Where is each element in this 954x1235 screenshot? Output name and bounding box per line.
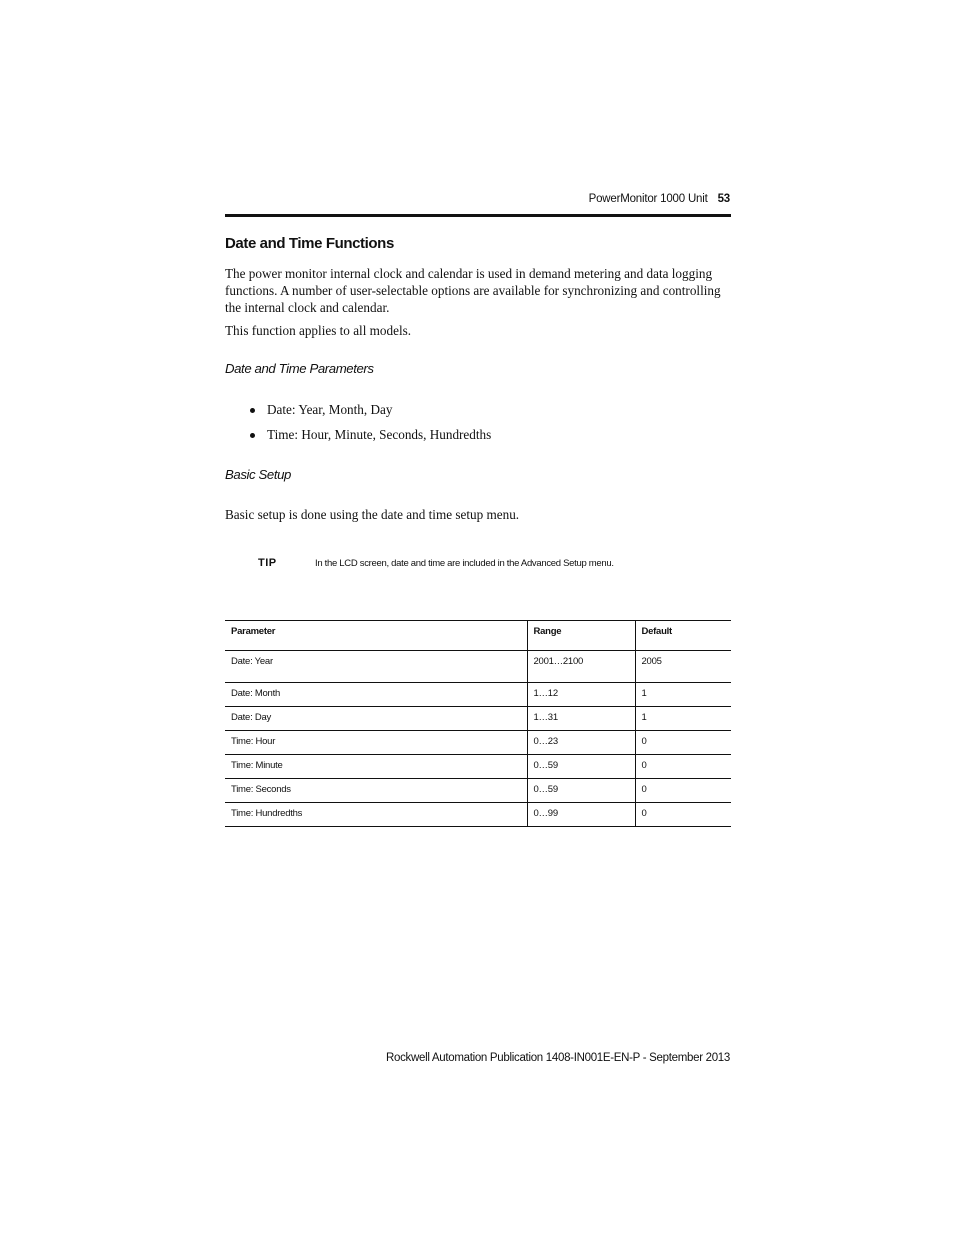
- intro-paragraph: The power monitor internal clock and calendar is used in demand metering and data logging functions. A number of user-selectable options are available for synchronizing and controlling the internal clock and calendar.: [225, 266, 721, 316]
- list-item: Time: Hour, Minute, Seconds, Hundredths: [248, 427, 491, 452]
- parameters-heading: Date and Time Parameters: [225, 361, 374, 376]
- table-cell: Date: Month: [225, 683, 527, 707]
- table-cell: Date: Day: [225, 707, 527, 731]
- table-cell: 0: [635, 779, 731, 803]
- table-row: [225, 683, 731, 707]
- applies-paragraph: This function applies to all models.: [225, 323, 412, 338]
- tip-label: TIP: [258, 557, 277, 569]
- table-cell: 0: [635, 731, 731, 755]
- table-header-row: [225, 621, 731, 651]
- table-cell: Date: Year: [231, 656, 273, 667]
- header-title: PowerMonitor 1000 Unit: [588, 193, 708, 205]
- list-item: Date: Year, Month, Day: [248, 402, 491, 427]
- table-cell: 1: [635, 707, 731, 731]
- table-cell: 0…59: [527, 779, 635, 803]
- basic-setup-paragraph: Basic setup is done using the date and time setup menu.: [225, 507, 520, 522]
- tip-text: In the LCD screen, date and time are included in the Advanced Setup menu.: [315, 558, 614, 569]
- table-cell: 0…59: [527, 755, 635, 779]
- table-cell: Time: Minute: [225, 755, 527, 779]
- header-rule: [225, 214, 731, 217]
- table-cell: 0: [635, 803, 731, 827]
- table-cell: 1…31: [527, 707, 635, 731]
- table-cell: Time: Hundredths: [225, 803, 527, 827]
- table-row: [225, 731, 731, 755]
- table-cell: 1…12: [527, 683, 635, 707]
- page-header: [225, 193, 730, 205]
- section-title: Date and Time Functions: [225, 235, 394, 252]
- table-cell: 1: [635, 683, 731, 707]
- column-header: Range: [527, 621, 635, 651]
- parameters-list: [248, 402, 491, 452]
- table-cell: 0…99: [527, 803, 635, 827]
- table-cell: 0: [635, 755, 731, 779]
- table-row: [225, 755, 731, 779]
- basic-setup-heading: Basic Setup: [225, 467, 291, 482]
- table-row: [225, 779, 731, 803]
- column-header: Default: [635, 621, 731, 651]
- table-cell: 2005: [635, 651, 731, 683]
- table-cell: Time: Hour: [225, 731, 527, 755]
- page-footer: Rockwell Automation Publication 1408-IN001E-EN-P - September 2013: [385, 1052, 730, 1064]
- table-row: [225, 803, 731, 827]
- table-row: [225, 707, 731, 731]
- table-row: [225, 651, 731, 683]
- page-number: 53: [717, 193, 730, 205]
- table-cell: 0…23: [527, 731, 635, 755]
- parameters-table: [225, 620, 731, 827]
- table-cell: 2001…2100: [527, 651, 635, 683]
- column-header: Parameter: [225, 621, 527, 651]
- table-cell: Time: Seconds: [225, 779, 527, 803]
